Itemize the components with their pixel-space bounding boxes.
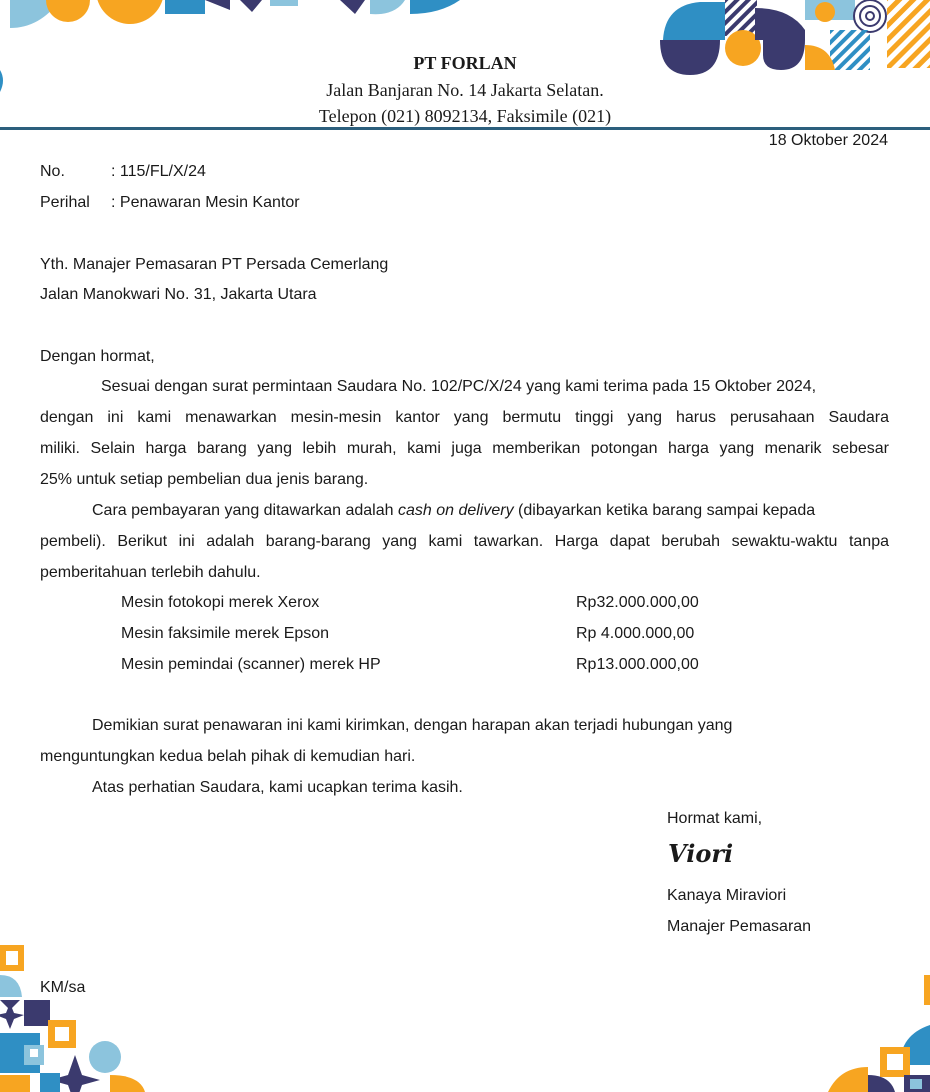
signature-greeting: Hormat kami,	[667, 810, 763, 827]
subject-value: : Penawaran Mesin Kantor	[111, 194, 300, 211]
signatory-title: Manajer Pemasaran	[667, 918, 812, 935]
item-price: Rp 4.000.000,00	[576, 625, 695, 642]
letter-date: 18 Oktober 2024	[768, 132, 888, 149]
item-price: Rp13.000.000,00	[576, 656, 699, 673]
closing-line-2: menguntungkan kedua belah pihak di kemudian hari.	[40, 748, 416, 765]
number-label: No.	[40, 163, 65, 180]
recipient-line-2: Jalan Manokwari No. 31, Jakarta Utara	[40, 286, 317, 303]
closing-line-1: Demikian surat penawaran ini kami kirimkan, dengan harapan akan terjadi hubungan yang	[92, 717, 733, 734]
salutation: Dengan hormat,	[40, 348, 155, 365]
paragraph-1-line-4: 25% untuk setiap pembelian dua jenis barang.	[40, 471, 369, 488]
number-value: : 115/FL/X/24	[111, 163, 206, 180]
item-price: Rp32.000.000,00	[576, 594, 699, 611]
handwritten-signature: Viori	[668, 839, 734, 868]
company-name: PT FORLAN	[413, 53, 517, 73]
decorative-pattern-bottom-left	[0, 945, 150, 1092]
paragraph-1-line-2: dengan ini kami menawarkan mesin-mesin kantor yang bermutu tinggi yang harus perusahaan Saudara	[40, 409, 889, 426]
paragraph-2-line-2: pembeli). Berikut ini adalah barang-barang yang kami tawarkan. Harga dapat berubah sewaktu-waktu tanpa	[40, 533, 889, 550]
reference-initials: KM/sa	[40, 979, 86, 996]
letterhead-rule	[0, 127, 930, 130]
payment-term-italic: cash on delivery	[397, 502, 514, 519]
decorative-pattern-bottom-right	[820, 975, 930, 1092]
paragraph-1-line-1: Sesuai dengan surat permintaan Saudara No. 102/PC/X/24 yang kami terima pada 15 Oktober 2024,	[101, 378, 817, 395]
paragraph-2-line-3: pemberitahuan terlebih dahulu.	[40, 564, 261, 581]
company-address: Jalan Banjaran No. 14 Jakarta Selatan.	[326, 80, 604, 100]
subject-label: Perihal	[40, 194, 90, 211]
recipient-line-1: Yth. Manajer Pemasaran PT Persada Cemerlang	[40, 256, 389, 273]
item-name: Mesin pemindai (scanner) merek HP	[121, 656, 381, 673]
signatory-name: Kanaya Miraviori	[667, 887, 787, 904]
paragraph-2-line-1: Cara pembayaran yang ditawarkan adalah cash on delivery (dibayarkan ketika barang sampai kepada	[92, 502, 816, 519]
item-name: Mesin faksimile merek Epson	[121, 625, 330, 642]
item-name: Mesin fotokopi merek Xerox	[121, 594, 320, 611]
closing-line-3: Atas perhatian Saudara, kami ucapkan terima kasih.	[92, 779, 463, 796]
paragraph-1-line-3: miliki. Selain harga barang yang lebih murah, kami juga memberikan potongan harga yang menarik sebesar	[40, 440, 889, 457]
company-phone: Telepon (021) 8092134, Faksimile (021)	[318, 106, 612, 126]
